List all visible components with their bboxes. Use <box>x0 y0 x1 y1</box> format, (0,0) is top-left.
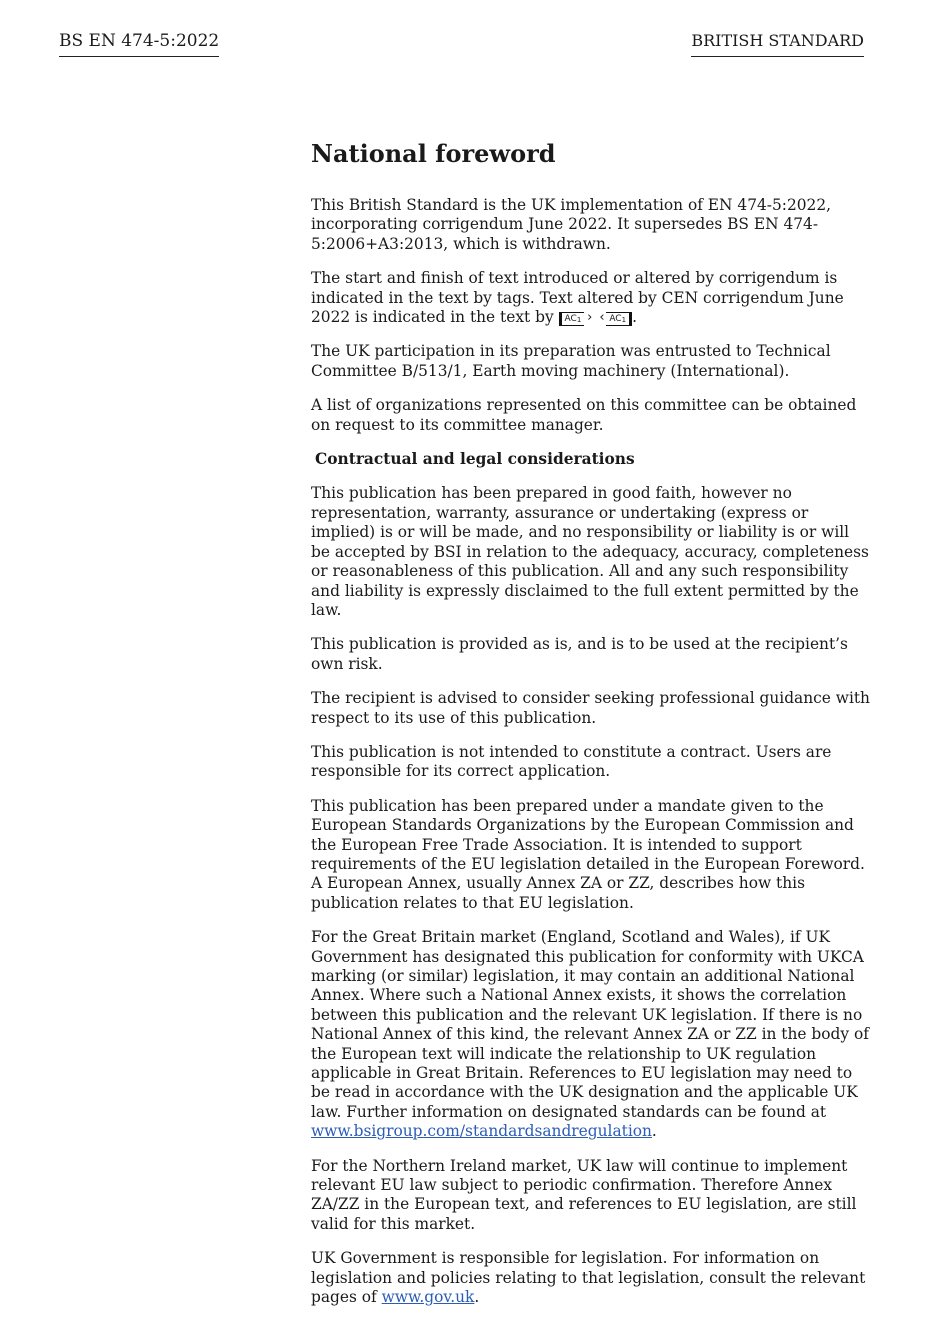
paragraph-own-risk: This publication is provided as is, and is to be used at the recipient’s own risk. <box>311 635 848 673</box>
bsigroup-link[interactable]: www.bsigroup.com/standardsandregulation <box>311 1122 652 1141</box>
paragraph-corrigendum-tags: The start and finish of text introduced or altered by corrigendum is indicated in the text by tags. Text altered by CEN corrigendum June 2022 is indicated in the text by $AC_1$ ›‹ $AC_1$ . <box>311 269 871 327</box>
document-type-label: BRITISH STANDARD <box>691 30 864 57</box>
paragraph-corrigendum-text: The start and finish of text introduced or altered by corrigendum is indicated in the text by tags. Text altered by CEN corrigendum June 2022 is indicated in the text by <box>311 269 844 327</box>
paragraph-great-britain: For the Great Britain market (England, Scotland and Wales), if UK Government has designated this publication for conformity with UKCA marking (or similar) legislation, it may contain an additional National Annex. Where such a National Annex exists, it shows the correlation between this publication and the relevant UK legislation. If there is no National Annex of this kind, the relevant Annex ZA or ZZ in the body of the European text will indicate the relationship to UK regulation applicable in Great Britain. References to EU legislation may need to be read in accordance with the UK designation and the applicable UK law. Further information on designated standards can be found at www.bsigroup.com/standardsandregulation. <box>311 928 869 1141</box>
gov-uk-link[interactable]: www.gov.uk <box>381 1288 475 1307</box>
paragraph-guidance: The recipient is advised to consider seeking professional guidance with respect to its use of this publication. <box>311 689 870 727</box>
paragraph-northern-ireland: For the Northern Ireland market, UK law will continue to implement relevant EU law subject to periodic confirmation. Therefore Annex ZA/ZZ in the European text, and references to EU legislation, are still valid for this market. <box>311 1156 857 1233</box>
paragraph-organizations: A list of organizations represented on this committee can be obtained on request to its committee manager. <box>311 396 857 434</box>
foreword-content <box>311 139 871 1323</box>
section-heading-contractual: Contractual and legal considerations <box>315 450 635 469</box>
paragraph-mandate: This publication has been prepared under a mandate given to the European Standards Organizations by the European Commission and the European Free Trade Association. It is intended to support requirements of the EU legislation detailed in the European Foreword. A European Annex, usually Annex ZA or ZZ, describes how this publication relates to that EU legislation. <box>311 796 865 912</box>
corrigendum-start-tag-icon: $AC_1$ › <box>559 312 585 326</box>
paragraph-committee: The UK participation in its preparation was entrusted to Technical Committee B/513/1, Earth moving machinery (International). <box>311 342 831 380</box>
paragraph-implementation: This British Standard is the UK implementation of EN 474-5:2022, incorporating corrigendum June 2022. It supersedes BS EN 474-5:2006+A3:2013, which is withdrawn. <box>311 196 832 253</box>
paragraph-contract: This publication is not intended to constitute a contract. Users are responsible for its correct application. <box>311 742 832 781</box>
document-code: BS EN 474-5:2022 <box>59 30 219 57</box>
paragraph-uk-government: UK Government is responsible for legislation. For information on legislation and policies relating to that legislation, consult the relevant pages of www.gov.uk. <box>311 1249 866 1307</box>
corrigendum-end-tag-icon: ‹ $AC_1$ <box>606 312 632 326</box>
paragraph-good-faith: This publication has been prepared in good faith, however no representation, warranty, assurance or undertaking (express or implied) is or will be made, and no responsibility or liability is or will be accepted by BSI in relation to the adequacy, accuracy, completeness or reasonableness of this publication. All and any such responsibility and liability is expressly disclaimed to the full extent permitted by the law. <box>311 484 869 619</box>
page-title: National foreword <box>311 139 556 168</box>
